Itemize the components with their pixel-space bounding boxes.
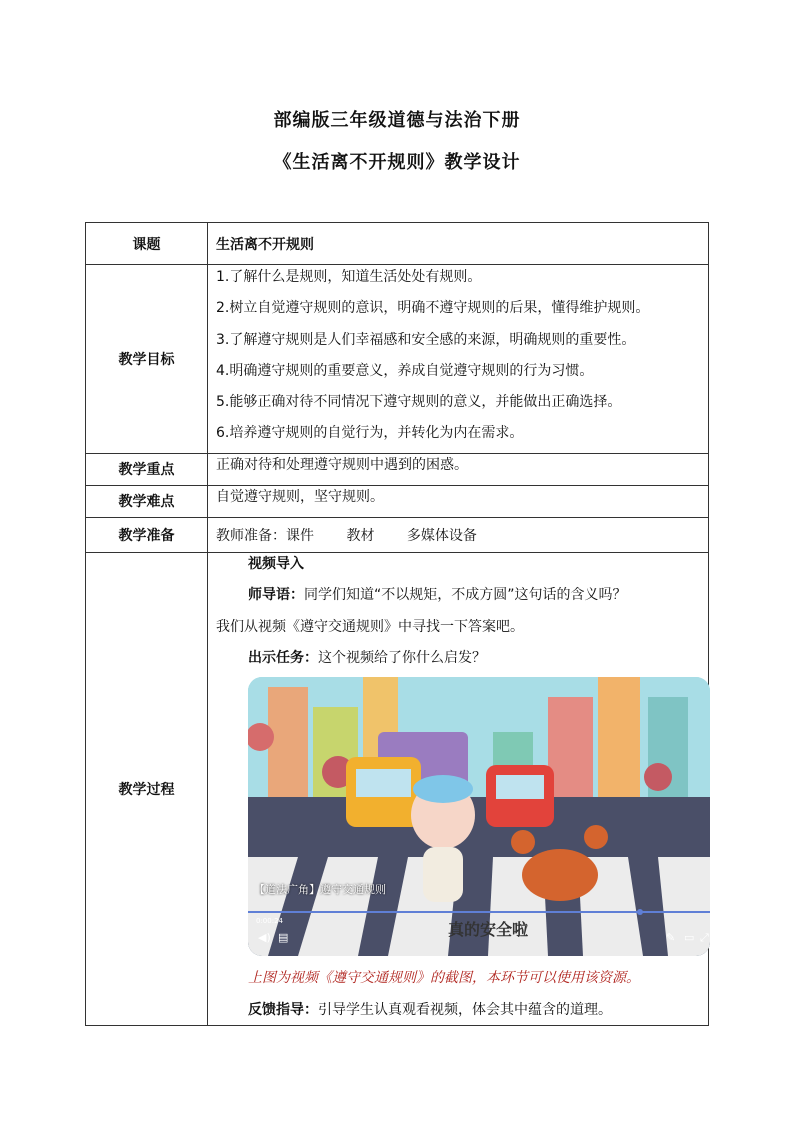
goal-item: 4.明确遵守规则的重要意义，养成自觉遵守规则的行为习惯。 — [216, 362, 594, 379]
value-difficulty: 自觉遵守规则，坚守规则。 — [208, 485, 709, 517]
row-goals — [86, 265, 709, 454]
value-key-points: 正确对待和处理遵守规则中遇到的困惑。 — [208, 453, 709, 485]
goal-item: 2.树立自觉遵守规则的意识，明确不遵守规则的后果，懂得维护规则。 — [216, 300, 650, 317]
row-key-points — [86, 453, 709, 485]
prep-item: 教师准备：课件 — [216, 527, 314, 544]
video-screenshot[interactable] — [248, 677, 710, 956]
document-subtitle: 《生活离不开规则》教学设计 — [273, 152, 521, 173]
volume-icon[interactable]: ◀) — [258, 930, 271, 944]
label-process: 教学过程 — [86, 552, 208, 1025]
screen-icon[interactable]: ▭ — [684, 930, 695, 944]
cartoon-scene-image — [248, 677, 710, 956]
task — [248, 647, 700, 669]
video-subtitle: 真的安全啦 — [448, 919, 529, 939]
label-difficulty: 教学难点 — [86, 485, 208, 517]
goal-item: 5.能够正确对待不同情况下遵守规则的意义，并能做出正确选择。 — [216, 394, 622, 411]
row-process — [86, 552, 709, 1025]
label-goals: 教学目标 — [86, 265, 208, 454]
value-topic: 生活离不开规则 — [208, 223, 709, 265]
video-title: 【道法广角】遵守交通规则 — [254, 882, 386, 896]
feedback-label: 反馈指导： — [248, 1001, 318, 1018]
label-preparation: 教学准备 — [86, 517, 208, 552]
guide-text-cont: 我们从视频《遵守交通规则》中寻找一下答案吧。 — [216, 618, 524, 635]
prep-item: 多媒体设备 — [406, 527, 477, 544]
goal-item: 6.培养遵守规则的自觉行为，并转化为内在需求。 — [216, 425, 524, 442]
prep-item: 教材 — [346, 527, 375, 544]
value-process — [208, 552, 709, 1025]
feedback-text: 引导学生认真观看视频，体会其中蕴含的道理。 — [318, 1001, 612, 1018]
lesson-plan-table — [85, 222, 709, 1026]
label-topic: 课题 — [86, 223, 208, 265]
goal-item: 3.了解遵守规则是人们幸福感和安全感的来源，明确规则的重要性。 — [216, 331, 636, 348]
task-label: 出示任务： — [248, 649, 318, 666]
feedback — [248, 999, 700, 1021]
task-text: 这个视频给了你什么启发？ — [318, 649, 486, 666]
process-heading: 视频导入 — [248, 555, 304, 572]
row-topic — [86, 223, 709, 265]
value-goals — [208, 265, 709, 454]
row-preparation — [86, 517, 709, 552]
edit-icon[interactable]: ✎ — [666, 930, 676, 944]
label-key-points: 教学重点 — [86, 453, 208, 485]
document-title: 部编版三年级道德与法治下册 — [273, 110, 521, 131]
guide-label: 师导语： — [248, 586, 304, 603]
guide-text: 同学们知道“不以规矩，不成方圆”这句话的含义吗？ — [304, 586, 627, 603]
value-preparation — [208, 517, 709, 552]
row-difficulty — [86, 485, 709, 517]
screenshot-note: 上图为视频《遵守交通规则》的截图，本环节可以使用该资源。 — [248, 969, 640, 986]
goal-item: 1.了解什么是规则，知道生活处处有规则。 — [216, 269, 482, 285]
video-time: 0:00:24 — [256, 916, 283, 925]
fullscreen-icon[interactable]: ⤢ — [700, 930, 709, 944]
subtitle-icon[interactable]: ▤ — [278, 930, 289, 944]
teacher-guide — [248, 584, 700, 606]
